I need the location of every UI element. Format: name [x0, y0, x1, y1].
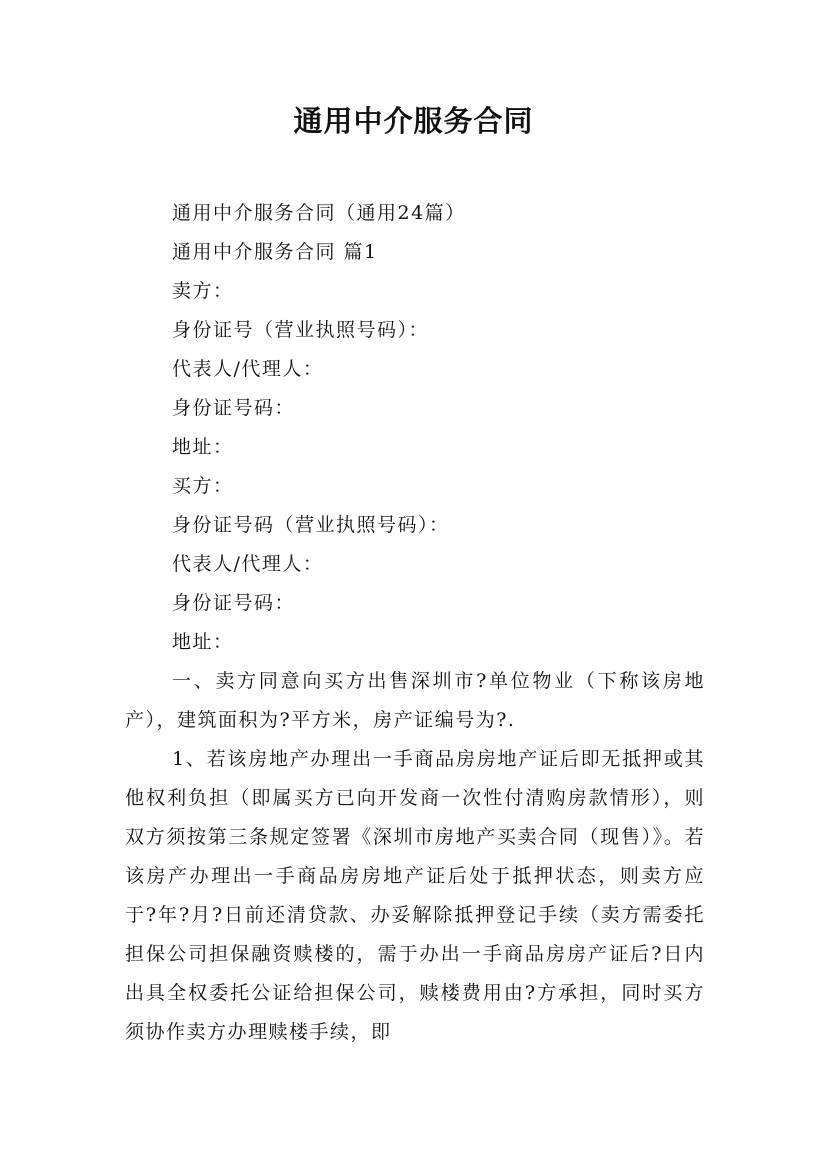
- buyer-agent-id-label: 身份证号码：: [172, 592, 296, 614]
- buyer-agent-label: 代表人/代理人：: [172, 553, 324, 575]
- section-heading-line: 通用中介服务合同 篇1: [172, 241, 378, 263]
- buyer-address-label: 地址：: [172, 631, 234, 653]
- clause-paragraph-2: 1、若该房地产办理出一手商品房房地产证后即无抵押或其他权利负担（即属买方已向开发商一次性付清购房款情形），则双方须按第三条规定签署《深圳市房地产买卖合同（现售）》。若该房产办理出一手商品房房地产证后处于抵押状态，则卖方应于?年?月?日前还清贷款、办妥解除抵押登记手续（卖方需委托担保公司担保融资赎楼的，需于办出一手商品房房产证后?日内出具全权委托公证给担保公司，赎楼费用由?方承担，同时买方须协作卖方办理赎楼手续，即: [125, 748, 705, 1043]
- seller-agent-id-label: 身份证号码：: [172, 397, 296, 419]
- buyer-label: 买方：: [172, 475, 234, 497]
- seller-agent-label: 代表人/代理人：: [172, 358, 324, 380]
- document-title: 通用中介服务合同: [293, 104, 534, 138]
- seller-address-label: 地址：: [172, 436, 234, 458]
- seller-label: 卖方：: [172, 280, 234, 302]
- seller-id-label: 身份证号（营业执照号码）：: [172, 319, 430, 341]
- buyer-id-label: 身份证号码（营业执照号码）：: [172, 514, 450, 536]
- doc-heading-line: 通用中介服务合同（通用24篇）: [172, 202, 466, 224]
- document-body: [125, 194, 705, 1052]
- clause-paragraph-1: 一、卖方同意向买方出售深圳市?单位物业（下称该房地产），建筑面积为?平方米，房产证编号为?.: [125, 670, 705, 731]
